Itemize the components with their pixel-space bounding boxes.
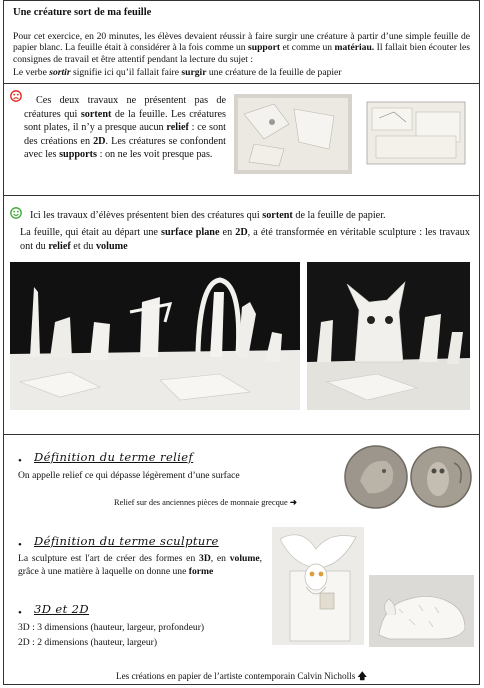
arrow-up-icon: 🡅 [357, 671, 368, 681]
good-text-1: Ici les travaux d’élèves présentent bien des créatures qui [30, 210, 263, 221]
sculpture-volume: volume [229, 553, 260, 564]
verb-surgir: surgir [181, 67, 207, 78]
good-text-2: de la feuille de papier. [292, 210, 386, 221]
page-frame [3, 0, 480, 685]
good-volume: volume [95, 240, 128, 252]
bad-examples-section [4, 84, 479, 195]
good-examples-section [4, 196, 479, 434]
sculpture-forme: forme [188, 565, 214, 577]
intro-text-2: et comme un [280, 42, 335, 54]
good-text-5: , a été transformée en véritable sculpture : les travaux ont du [20, 227, 470, 252]
happy-face-icon [10, 207, 22, 219]
sculpture-text-3: , grâce à une matière à laquelle on donne une [18, 553, 262, 577]
good-examples-line1 [30, 210, 475, 221]
sad-face-icon [10, 90, 22, 102]
sculpture-text-1: La sculpture est l'art de créer des formes en [18, 553, 200, 564]
intro-materiau: matériau. [334, 42, 375, 54]
sculpture-work-photo-1 [10, 262, 300, 410]
bad-text-2: de la feuille. Les créatures sont plates, il n’y a presque aucun [24, 108, 226, 134]
sculpture-work-photo-2 [307, 262, 470, 410]
bad-examples-text [24, 94, 226, 162]
bad-2d: 2D [93, 135, 106, 147]
good-text-3: La feuille, qui était au départ une [20, 227, 161, 238]
intro-text-1: Pour cet exercice, en 20 minutes, les élèves devaient réussir à faire surgir une créature à partir d’une simple feuille de papier blanc. La feuille était à considérer à la fois comme un [13, 31, 470, 54]
paper-owl-photo [272, 527, 364, 645]
good-2d: 2D [235, 227, 248, 238]
coins-caption [114, 497, 297, 508]
definitions-section [4, 435, 479, 685]
dimension-2d-text: 2D : 2 dimensions (hauteur, largeur) [18, 637, 158, 648]
bullet: • [18, 607, 22, 619]
sculpture-text-2: , en [210, 553, 230, 564]
verb-sortir: sortir [49, 67, 71, 78]
flat-work-photo-2 [364, 94, 470, 174]
relief-definition-heading: Définition du terme relief [34, 450, 194, 464]
intro-section [4, 1, 479, 83]
sculpture-definition-text [18, 553, 262, 578]
greek-coins-photo [342, 443, 474, 511]
bad-text-1: Ces deux travaux ne présentent pas de créatures qui [24, 95, 226, 120]
good-relief: relief [48, 240, 71, 252]
intro-paragraph [13, 31, 470, 65]
relief-definition-text: On appelle relief ce qui dépasse légèrement d’une surface [18, 470, 240, 481]
page-title: Une créature sort de ma feuille [13, 7, 152, 18]
dimensions-heading: 3D et 2D [34, 602, 90, 616]
dimension-3d-text: 3D : 3 dimensions (hauteur, largeur, profondeur) [18, 622, 205, 633]
good-examples-line2 [20, 226, 470, 253]
intro-verb-line [13, 67, 470, 78]
bad-relief: relief [166, 122, 189, 134]
flat-work-photo-1 [234, 94, 352, 174]
verb-text-1: Le verbe [13, 67, 50, 78]
good-text-6: et du [70, 240, 96, 252]
paper-dog-photo [369, 575, 474, 647]
sculpture-definition-heading: Définition du terme sculpture [34, 534, 219, 548]
good-surface-plane: surface plane [160, 227, 220, 238]
artist-caption [4, 671, 479, 682]
bad-supports: supports [59, 149, 98, 161]
bad-text-5: : on ne les voit presque pas. [97, 149, 213, 161]
verb-text-2: signifie ici qu’il fallait faire [70, 67, 182, 78]
intro-text-3: Il fallait bien écouter les consignes de travail et être attentif pendant la lecture du sujet : [13, 42, 470, 65]
bullet: • [18, 539, 22, 551]
intro-support: support [248, 42, 281, 54]
bad-text-3: : ce sont des créations en [24, 122, 227, 147]
verb-text-3: une créature de la feuille de papier [206, 67, 342, 78]
sculpture-3d: 3D [199, 553, 211, 564]
bad-text-4: . Les créatures se confondent avec les [24, 135, 226, 161]
bullet: • [18, 455, 22, 467]
bad-sortent: sortent [80, 108, 112, 120]
artist-caption-text: Les créations en papier de l’artiste contemporain Calvin Nicholls [115, 671, 356, 681]
good-text-4: en [219, 227, 236, 238]
arrow-right-icon: ➜ [289, 498, 297, 507]
coins-caption-text: Relief sur des anciennes pièces de monnaie grecque [114, 498, 288, 507]
good-sortent: sortent [262, 210, 293, 221]
